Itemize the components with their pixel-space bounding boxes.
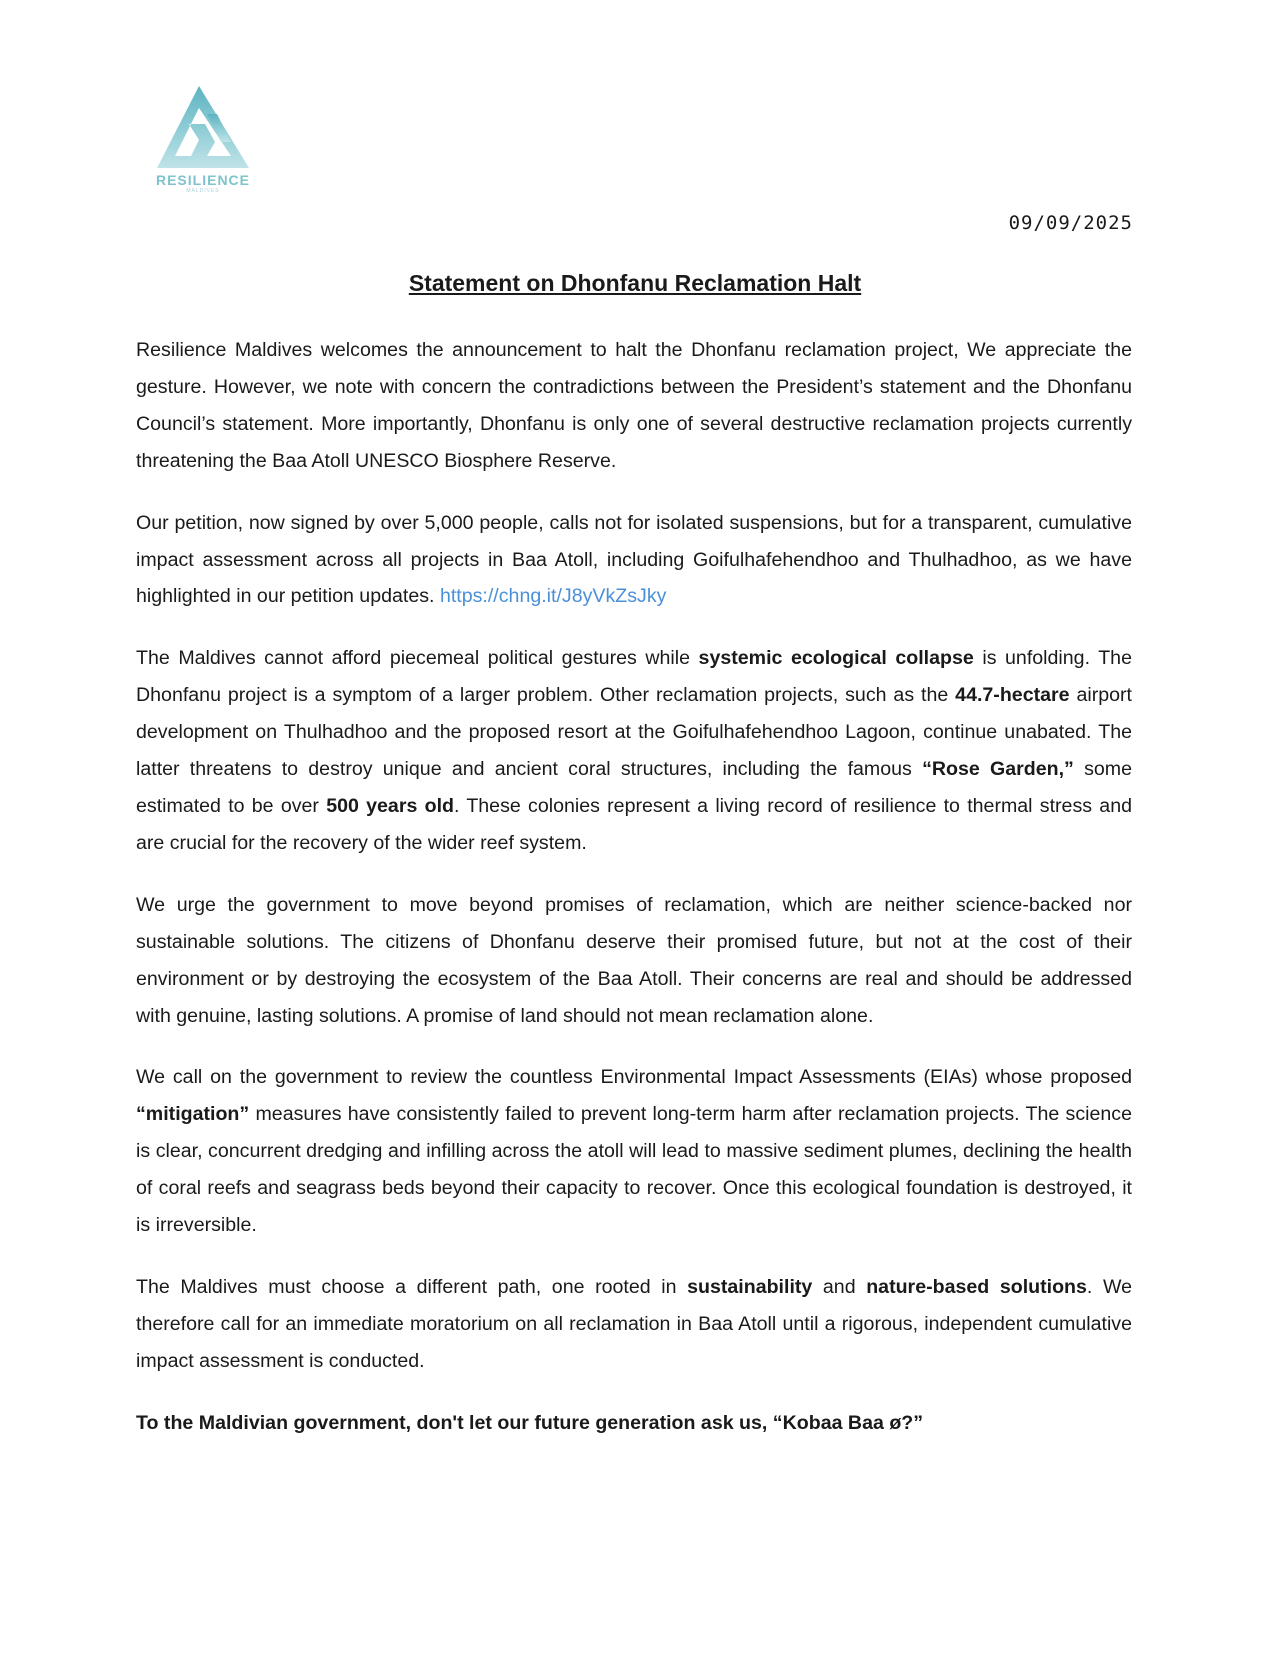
text-segment: . These colonies represent a living record of resilience to thermal stress and are crucial for the recovery of the wider reef system. — [136, 794, 1132, 854]
paragraph — [136, 1269, 1132, 1380]
text-segment: Resilience Maldives welcomes the announcement to halt the Dhonfanu reclamation project, We appreciate the gesture. However, we note with concern the contradictions between the President’s statement and the Dhonfanu Council’s statement. More importantly, Dhonfanu is only one of several destructive reclamation projects currently threatening the Baa Atoll UNESCO Biosphere Reserve. — [136, 339, 1132, 472]
resilience-maldives-logo — [148, 84, 258, 194]
bold-text: “Rose Garden,” — [922, 758, 1074, 781]
paragraph — [136, 332, 1132, 480]
text-segment: and — [812, 1275, 867, 1298]
petition-link[interactable]: https://chng.it/J8yVkZsJky — [439, 585, 667, 608]
closing-line: To the Maldivian government, don't let our future generation ask us, “Kobaa Baa ø?” — [136, 1411, 924, 1434]
bold-text: “mitigation” — [136, 1103, 250, 1126]
text-segment: . We therefore call for an immediate moratorium on all reclamation in Baa Atoll until a rigorous, independent cumulative impact assessment is conducted. — [136, 1275, 1132, 1372]
bold-text: 44.7-hectare — [955, 684, 1070, 707]
text-segment: airport development on Thulhadhoo and the proposed resort at the Goifulhafehendhoo Lagoon, continue unabated. The latter threatens to destroy unique and ancient coral structures, including the famous — [136, 684, 1132, 781]
paragraph — [136, 887, 1132, 1035]
text-segment: The Maldives cannot afford piecemeal political gestures while — [136, 647, 699, 670]
text-segment: Our petition, now signed by over 5,000 people, calls not for isolated suspensions, but for a transparent, cumulative impact assessment across all projects in Baa Atoll, including Goifulhafehendhoo and Thulhadhoo, as we have highlighted in our petition updates. — [136, 511, 1132, 608]
text-segment: is unfolding. The Dhonfanu project is a symptom of a larger problem. Other reclamation projects, such as the — [136, 647, 1132, 707]
statement-date: 09/09/2025 — [1008, 212, 1133, 234]
paragraph — [136, 1059, 1132, 1244]
text-segment: measures have consistently failed to prevent long-term harm after reclamation projects. The science is clear, concurrent dredging and infilling across the atoll will lead to massive sediment plumes, declining the health of coral reefs and seagrass beds beyond their capacity to recover. Once this ecological foundation is destroyed, it is irreversible. — [136, 1103, 1132, 1237]
text-segment: We call on the government to review the countless Environmental Impact Assessments (EIAs) whose proposed — [136, 1066, 1132, 1089]
bold-text: nature-based solutions — [866, 1275, 1087, 1298]
paragraph — [136, 640, 1132, 861]
text-segment: The Maldives must choose a different path, one rooted in — [136, 1275, 688, 1298]
statement-body — [136, 332, 1132, 1467]
logo-triangle-icon — [155, 84, 251, 170]
statement-title: Statement on Dhonfanu Reclamation Halt — [408, 270, 862, 296]
bold-text: 500 years old — [326, 794, 454, 817]
paragraph — [136, 505, 1132, 616]
text-segment: some estimated to be over — [136, 758, 1133, 817]
text-segment: We urge the government to move beyond promises of reclamation, which are neither science-backed nor sustainable solutions. The citizens of Dhonfanu deserve their promised future, but not at the cost of their environment or by destroying the ecosystem of the Baa Atoll. Their concerns are real and should be addressed with genuine, lasting solutions. A promise of land should not mean reclamation alone. — [136, 893, 1132, 1027]
bold-text: sustainability — [687, 1275, 813, 1298]
bold-text: systemic ecological collapse — [698, 647, 974, 670]
logo-name: RESILIENCE — [155, 172, 250, 188]
logo-subtitle: MALDIVES — [186, 188, 220, 194]
